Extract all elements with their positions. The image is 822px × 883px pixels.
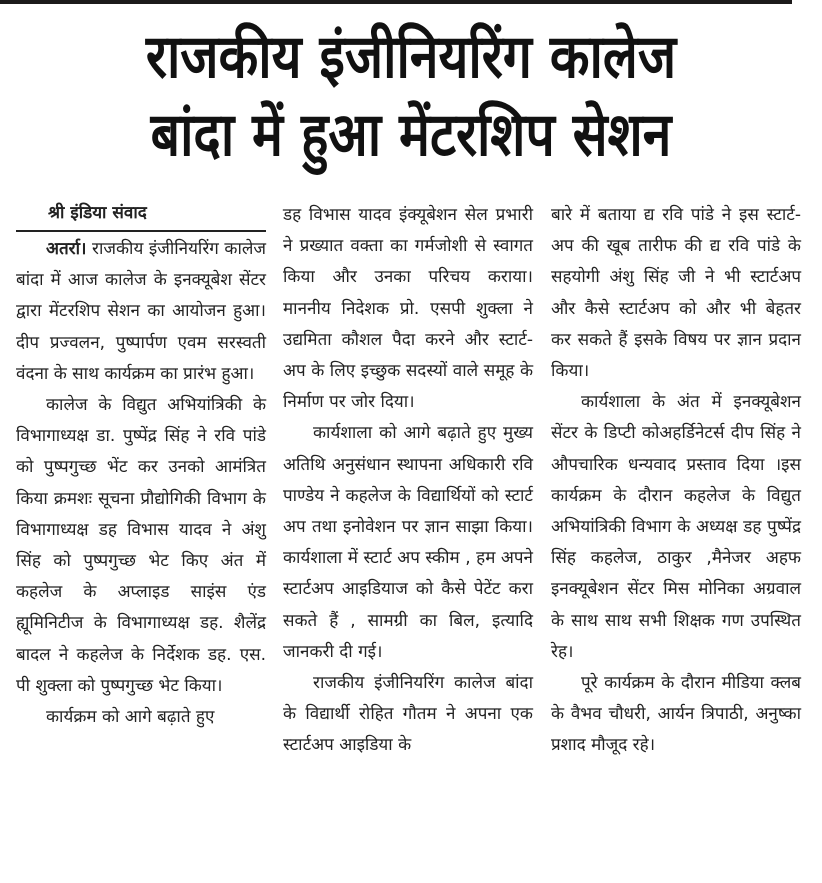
article-column-3 [551,200,801,762]
paragraph: कार्यशाला के अंत में इनक्यूबेशन सेंटर के डिप्टी कोअहर्डिनेटर्स दीप सिंह ने औपचारिक धन्यवाद प्रस्ताव दिया ।इस कार्यक्रम के दौरान कहलेज के विद्युत अभियांत्रिकी विभाग के अध्यक्ष डह पुष्पेंद्र सिंह कहलेज, ठाकुर ,मैनेजर अहफ इनक्यूबेशन सेंटर मिस मोनिका अग्रवाल के साथ साथ सभी शिक्षक गण उपस्थित रेह। [551,392,801,662]
headline-line-2: बांदा में हुआ मेंटरशिप सेशन [150,100,672,170]
paragraph [16,234,266,390]
headline-line-1: राजकीय इंजीनियरिंग कालेज [145,22,677,92]
byline: श्री इंडिया संवाद [16,200,266,232]
paragraph: कार्यक्रम को आगे बढ़ाते हुए [46,707,215,728]
paragraph: राजकीय इंजीनियरिंग कालेज बांदा के विद्यार्थी रोहित गौतम ने अपना एक स्टार्टअप आइडिया के [283,673,533,756]
paragraph: कार्यशाला को आगे बढ़ाते हुए मुख्य अतिथि अनुसंधान स्थापना अधिकारी रवि पाण्डेय ने कहलेज के विद्यार्थियों को स्टार्ट अप तथा इनोवेशन पर ज्ञान साझा किया। कार्यशाला में स्टार्ट अप स्कीम , हम अपने स्टार्टअप आइडियाज को कैसे पेटेंट करा सकते हैं , सामग्री का बिल, इत्यादि जानकरी दी गई। [283,423,533,662]
headline [58,18,765,174]
top-rule [0,0,792,4]
dateline: अतर्रा। [46,239,87,259]
paragraph: डह विभास यादव इंक्यूबेशन सेल प्रभारी ने प्रख्यात वक्ता का गर्मजोशी से स्वागत किया और उनका परिचय कराया। माननीय निदेशक प्रो. एसपी शुक्ला ने उद्यमिता कौशल पैदा करने और स्टार्ट-अप के लिए इच्छुक सदस्यों वाले समूह के निर्माण पर जोर दिया। [283,205,533,413]
paragraph: पूरे कार्यक्रम के दौरान मीडिया क्लब के वैभव चौधरी, आर्यन त्रिपाठी, अनुष्का प्रशाद मौजूद रहे। [551,673,801,756]
article-column-2 [283,200,533,762]
paragraph-text: राजकीय इंजीनियरिंग कालेज बांदा में आज कालेज के इनक्यूबेश सेंटर द्वारा मेंटरशिप सेशन का आयोजन हुआ। दीप प्रज्वलन, पुष्पार्पण एवम सरस्वती वंदना के साथ कार्यक्रम का प्रारंभ हुआ। [16,239,266,384]
paragraph: कालेज के विद्युत अभियांत्रिकी के विभागाध्यक्ष डा. पुष्पेंद्र सिंह ने रवि पांडे को पुष्पगुच्छ भेंट कर उनको आमंत्रित किया क्रमशः सूचना प्रौद्योगिकी विभाग के विभागाध्यक्ष डह विभास यादव ने अंशु सिंह को पुष्पगुच्छ भेट किए अंत में कहलेज के अप्लाइड साइंस एंड ह्यूमिनिटीज के विभागाध्यक्ष डह. शैलेंद्र बादल ने कहलेज के निर्देशक डह. एस. पी शुक्ला को पुष्पगुच्छ भेट किया। [16,395,266,696]
paragraph: बारे में बताया द्य रवि पांडे ने इस स्टार्ट-अप की खूब तारीफ की द्य रवि पांडे के सहयोगी अंशु सिंह जी ने भी स्टार्टअप और कैसे स्टार्टअप को और भी बेहतर कर सकते हैं इसके विषय पर ज्ञान प्रदान किया। [551,205,801,382]
article-column-1 [16,200,266,733]
